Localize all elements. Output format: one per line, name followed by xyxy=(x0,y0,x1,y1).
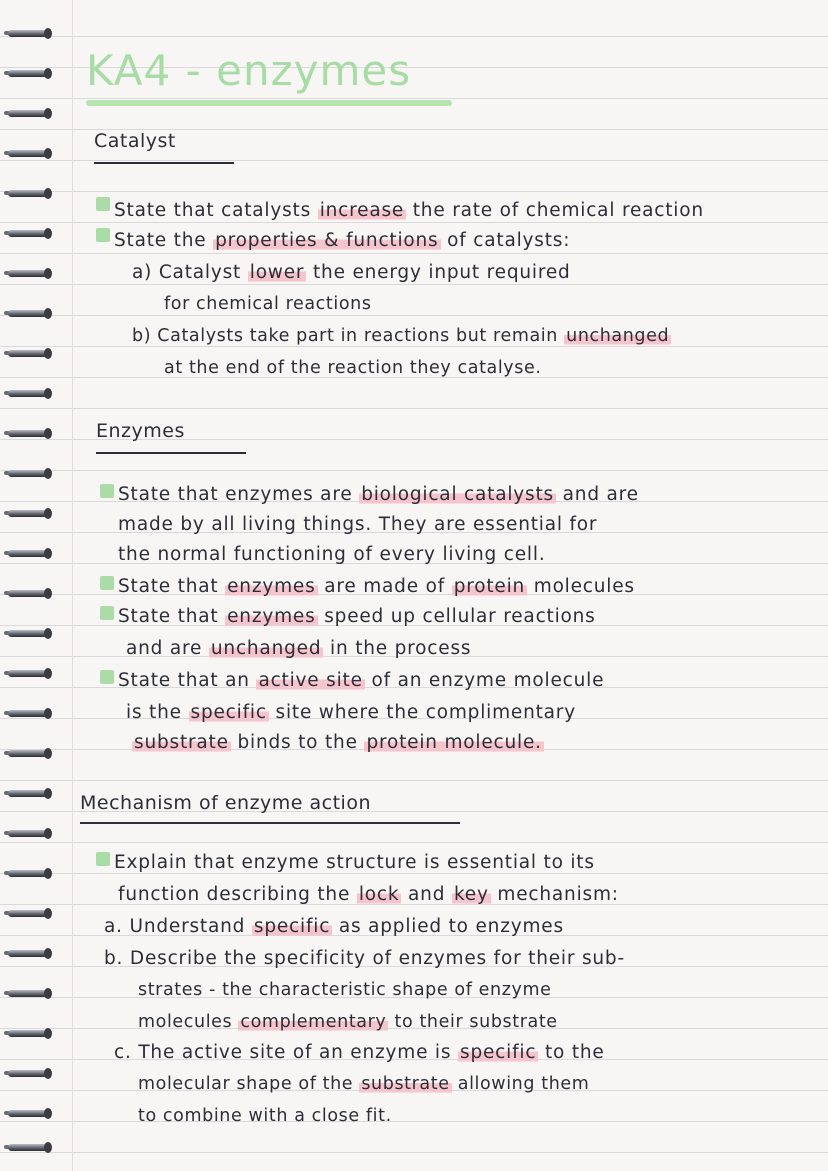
margin-line xyxy=(72,0,73,1171)
catalyst-line-3: a) Catalyst lower the energy input required xyxy=(132,262,571,283)
mechanism-line-2: function describing the lock and key mechanism: xyxy=(118,884,619,905)
bullet-square xyxy=(100,606,114,620)
enzymes-line-9: substrate binds to the protein molecule. xyxy=(134,732,542,753)
spiral-ring xyxy=(4,26,52,40)
spiral-ring xyxy=(4,866,52,880)
spiral-ring xyxy=(4,266,52,280)
catalyst-line-2: State the properties & functions of catalysts: xyxy=(114,230,571,251)
spiral-ring xyxy=(4,226,52,240)
spiral-ring xyxy=(4,826,52,840)
enzymes-line-8: is the specific site where the complimentary xyxy=(126,702,576,723)
spiral-ring xyxy=(4,386,52,400)
catalyst-line-1: State that catalysts increase the rate of chemical reaction xyxy=(114,200,704,221)
heading-underline xyxy=(80,822,460,824)
spiral-ring xyxy=(4,746,52,760)
section-heading-enzymes: Enzymes xyxy=(96,420,185,442)
bullet-square xyxy=(100,576,114,590)
title-underline xyxy=(86,100,452,106)
bullet-square xyxy=(100,484,114,498)
spiral-ring xyxy=(4,1066,52,1080)
mechanism-line-7: c. The active site of an enzyme is specific to the xyxy=(114,1042,605,1063)
catalyst-line-6: at the end of the reaction they catalyse. xyxy=(164,358,542,378)
enzymes-line-5: State that enzymes speed up cellular reactions xyxy=(118,606,596,627)
spiral-ring xyxy=(4,66,52,80)
bullet-square xyxy=(96,197,110,211)
bullet-square xyxy=(96,228,110,242)
heading-underline xyxy=(94,162,234,164)
mechanism-line-1: Explain that enzyme structure is essential to its xyxy=(114,852,595,873)
spiral-ring xyxy=(4,1140,52,1154)
spiral-ring xyxy=(4,786,52,800)
enzymes-line-3: the normal functioning of every living cell. xyxy=(118,544,546,565)
spiral-ring xyxy=(4,106,52,120)
spiral-ring xyxy=(4,906,52,920)
spiral-binding xyxy=(0,0,60,1171)
mechanism-line-6: molecules complementary to their substrate xyxy=(138,1012,558,1032)
enzymes-line-2: made by all living things. They are essential for xyxy=(118,514,598,535)
enzymes-line-6: and are unchanged in the process xyxy=(126,638,472,659)
spiral-ring xyxy=(4,1026,52,1040)
mechanism-line-9: to combine with a close fit. xyxy=(138,1106,392,1126)
spiral-ring xyxy=(4,306,52,320)
spiral-ring xyxy=(4,666,52,680)
spiral-ring xyxy=(4,586,52,600)
spiral-ring xyxy=(4,466,52,480)
catalyst-line-4: for chemical reactions xyxy=(164,294,372,314)
spiral-ring xyxy=(4,186,52,200)
spiral-ring xyxy=(4,146,52,160)
spiral-ring xyxy=(4,426,52,440)
bullet-square xyxy=(100,670,114,684)
spiral-ring xyxy=(4,946,52,960)
bullet-square xyxy=(96,852,110,866)
enzymes-line-1: State that enzymes are biological catalysts and are xyxy=(118,484,639,505)
catalyst-line-5: b) Catalysts take part in reactions but remain unchanged xyxy=(132,326,670,346)
spiral-ring xyxy=(4,346,52,360)
spiral-ring xyxy=(4,986,52,1000)
section-heading-catalyst: Catalyst xyxy=(94,130,176,152)
spiral-ring xyxy=(4,546,52,560)
spiral-ring xyxy=(4,626,52,640)
mechanism-line-3: a. Understand specific as applied to enzymes xyxy=(104,916,564,937)
page-title: KA4 - enzymes xyxy=(86,46,412,95)
spiral-ring xyxy=(4,506,52,520)
enzymes-line-4: State that enzymes are made of protein molecules xyxy=(118,576,635,597)
mechanism-line-4: b. Describe the specificity of enzymes for their sub- xyxy=(104,948,625,969)
mechanism-line-8: molecular shape of the substrate allowing them xyxy=(138,1074,590,1094)
section-heading-mechanism: Mechanism of enzyme action xyxy=(80,792,372,814)
heading-underline xyxy=(96,452,246,454)
spiral-ring xyxy=(4,1106,52,1120)
mechanism-line-5: strates - the characteristic shape of enzyme xyxy=(138,980,552,1000)
enzymes-line-7: State that an active site of an enzyme molecule xyxy=(118,670,605,691)
spiral-ring xyxy=(4,706,52,720)
